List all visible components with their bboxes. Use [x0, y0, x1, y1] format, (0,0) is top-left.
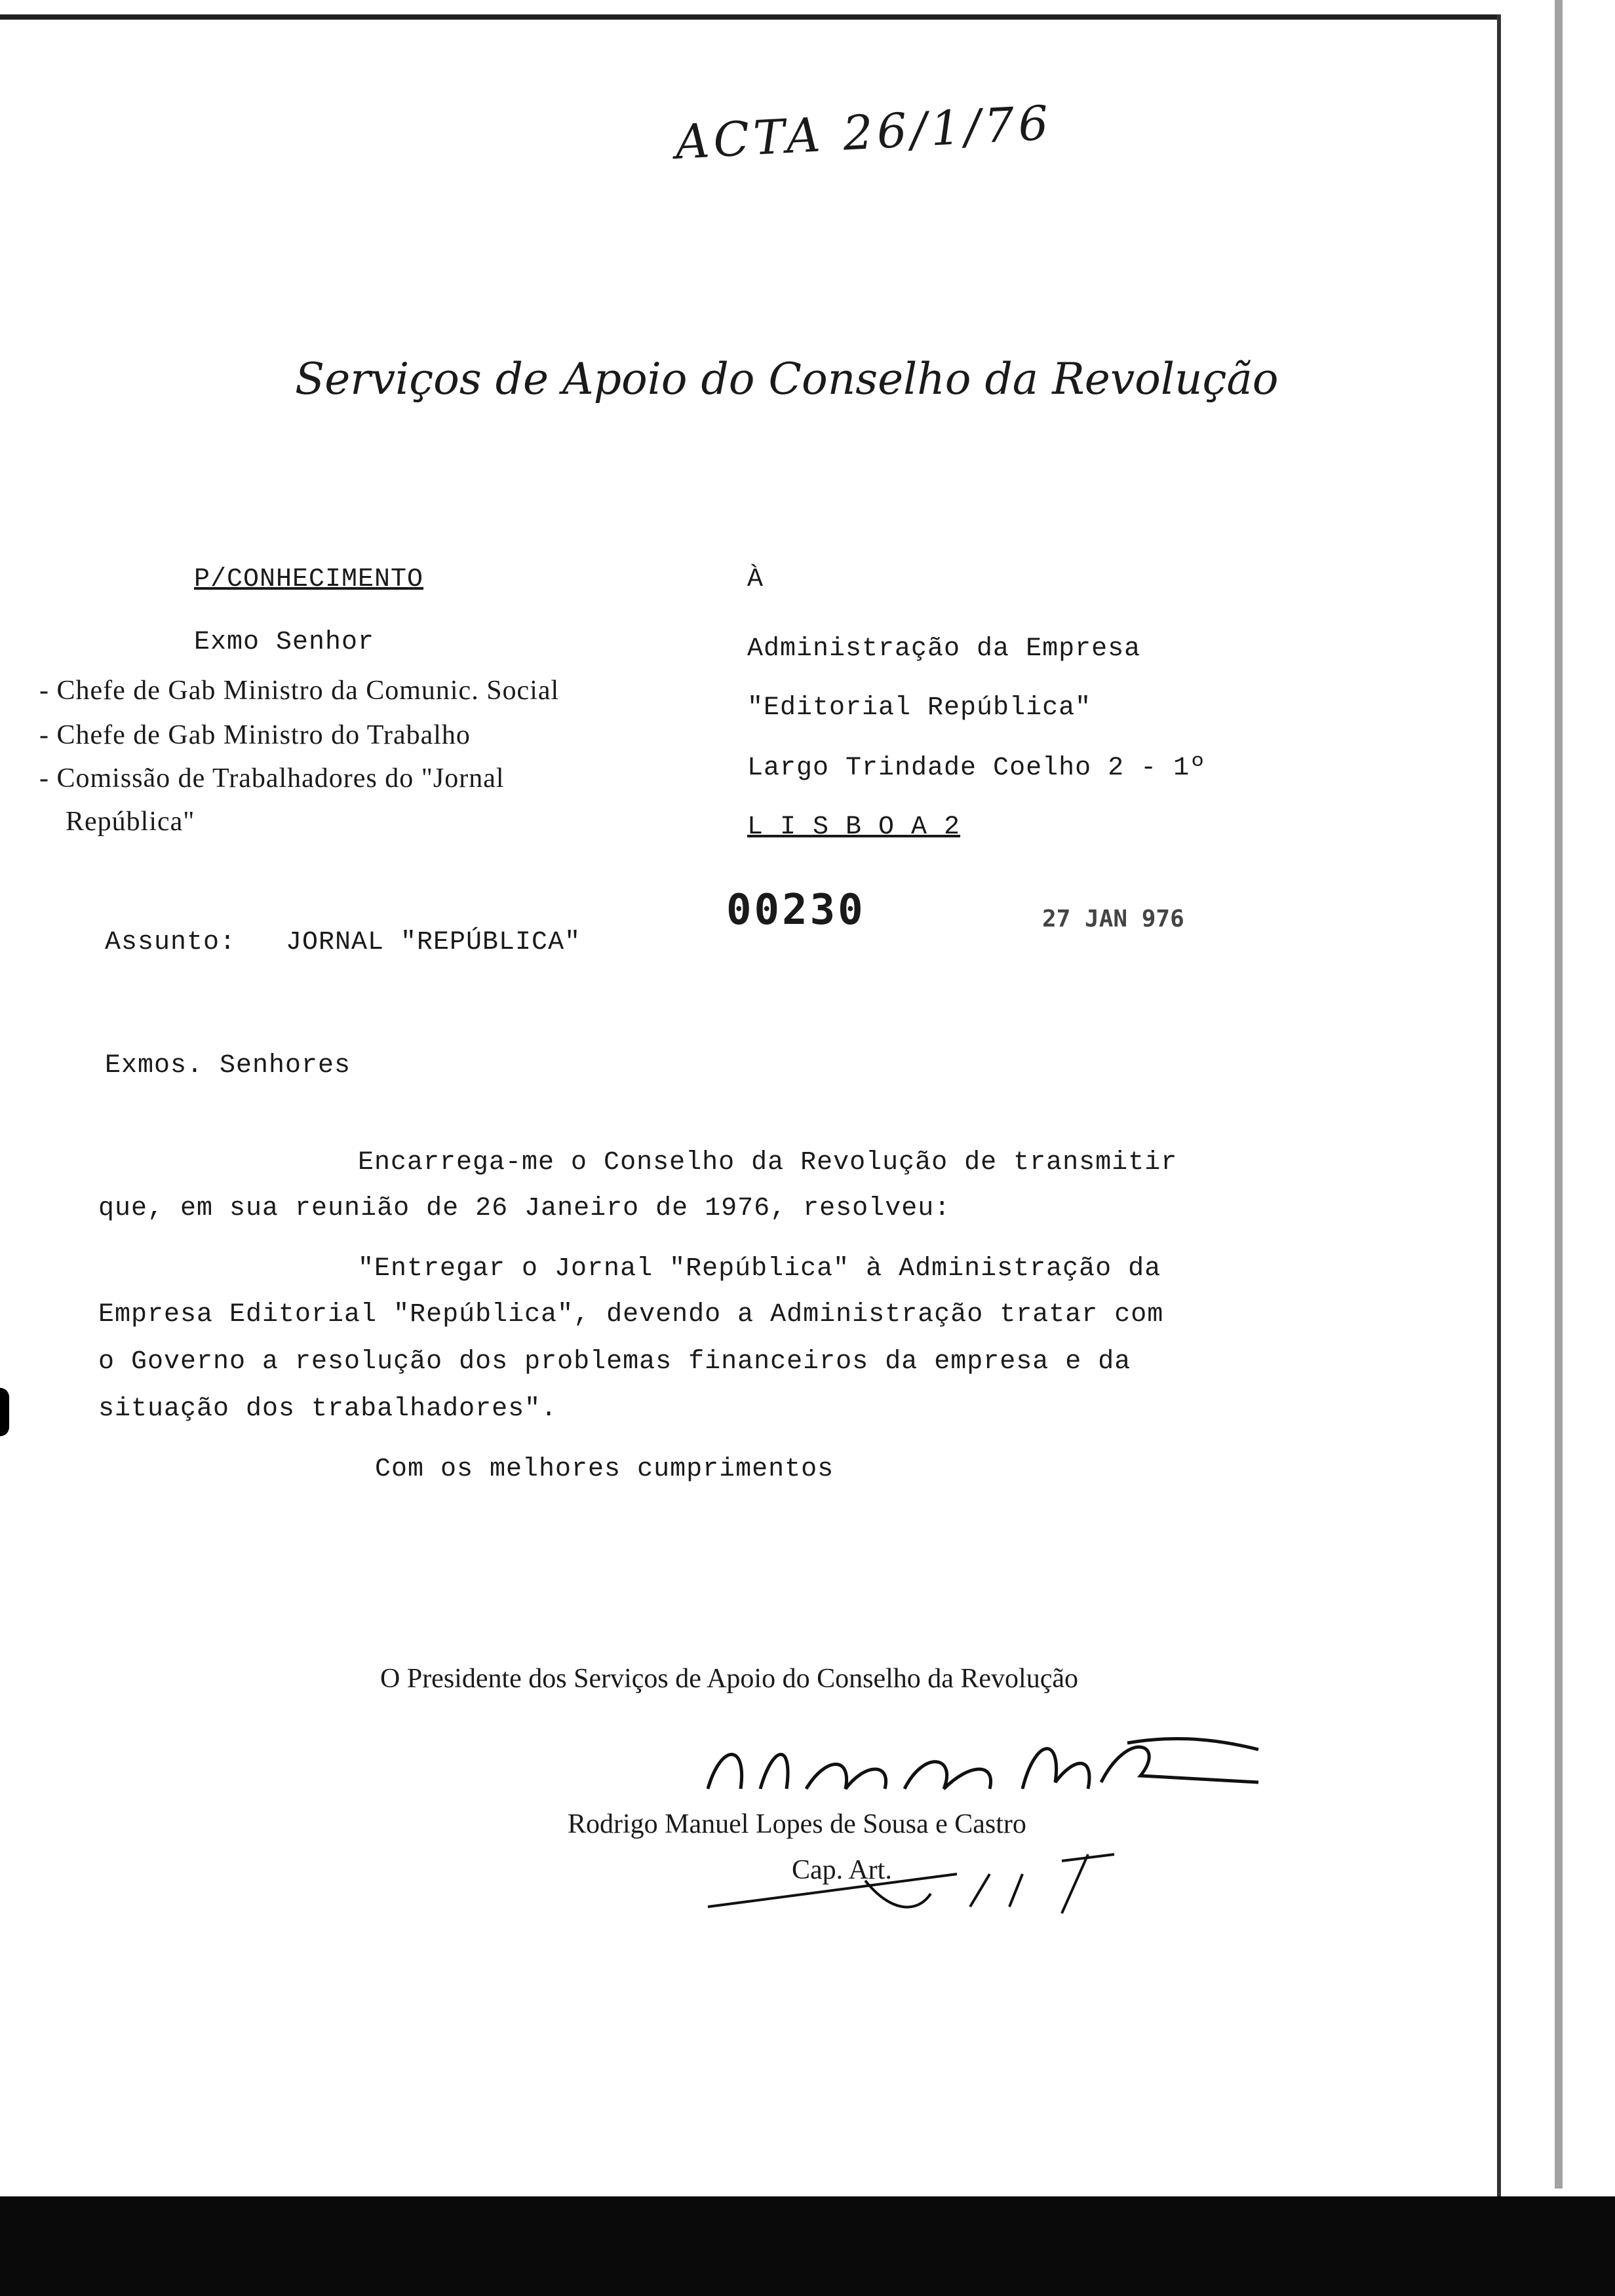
subject-value: JORNAL "REPÚBLICA" — [286, 928, 581, 957]
handwritten-acta-reference: ACTA 26/1/76 — [674, 94, 1054, 170]
letterhead: Serviços de Apoio do Conselho da Revolução — [295, 354, 1279, 404]
body-line-4: Empresa Editorial "República", devendo a Administração tratar com — [98, 1300, 1164, 1330]
handwritten-signature — [669, 1717, 1324, 1822]
addressee-line-1: Administração da Empresa — [747, 634, 1141, 664]
addressee-prefix: À — [747, 565, 764, 594]
scan-bottom-band — [0, 2196, 1615, 2296]
cc-line-1: - Chefe de Gab Ministro da Comunic. Social — [39, 676, 560, 706]
registry-stamp-date: 27 JAN 976 — [1042, 906, 1184, 932]
signatory-title: O Presidente dos Serviços de Apoio do Conselho da Revolução — [380, 1664, 1079, 1694]
body-line-6: situação dos trabalhadores". — [98, 1394, 558, 1424]
signatory-rank: Cap. Art. — [792, 1855, 892, 1885]
top-border — [0, 14, 1501, 20]
cc-line-4: República" — [66, 807, 195, 837]
addressee-line-2: "Editorial República" — [747, 693, 1092, 723]
signatory-name: Rodrigo Manuel Lopes de Sousa e Castro — [568, 1809, 1026, 1839]
registry-stamp-number: 00230 — [726, 886, 866, 934]
right-border — [1497, 14, 1501, 2196]
scan-edge — [1555, 0, 1563, 2189]
cc-label: P/CONHECIMENTO — [194, 565, 424, 594]
body-line-3: "Entregar o Jornal "República" à Administração da — [358, 1254, 1161, 1284]
greeting: Exmos. Senhores — [105, 1051, 351, 1081]
body-line-5: o Governo a resolução dos problemas financeiros da empresa e da — [98, 1347, 1131, 1377]
cc-line-3: - Comissão de Trabalhadores do "Jornal — [39, 763, 505, 794]
addressee-line-3: Largo Trindade Coelho 2 - 1º — [747, 754, 1207, 783]
punch-hole-mark — [0, 1388, 9, 1436]
closing: Com os melhores cumprimentos — [375, 1455, 834, 1484]
subject-label: Assunto: — [105, 928, 237, 957]
addressee-city: L I S B O A 2 — [747, 813, 961, 842]
cc-line-2: - Chefe de Gab Ministro do Trabalho — [39, 720, 471, 750]
body-line-2: que, em sua reunião de 26 Janeiro de 1976, resolveu: — [98, 1194, 951, 1223]
cc-salutation: Exmo Senhor — [194, 628, 375, 657]
body-line-1: Encarrega-me o Conselho da Revolução de transmitir — [358, 1148, 1178, 1177]
handwritten-initials — [695, 1835, 1154, 1926]
